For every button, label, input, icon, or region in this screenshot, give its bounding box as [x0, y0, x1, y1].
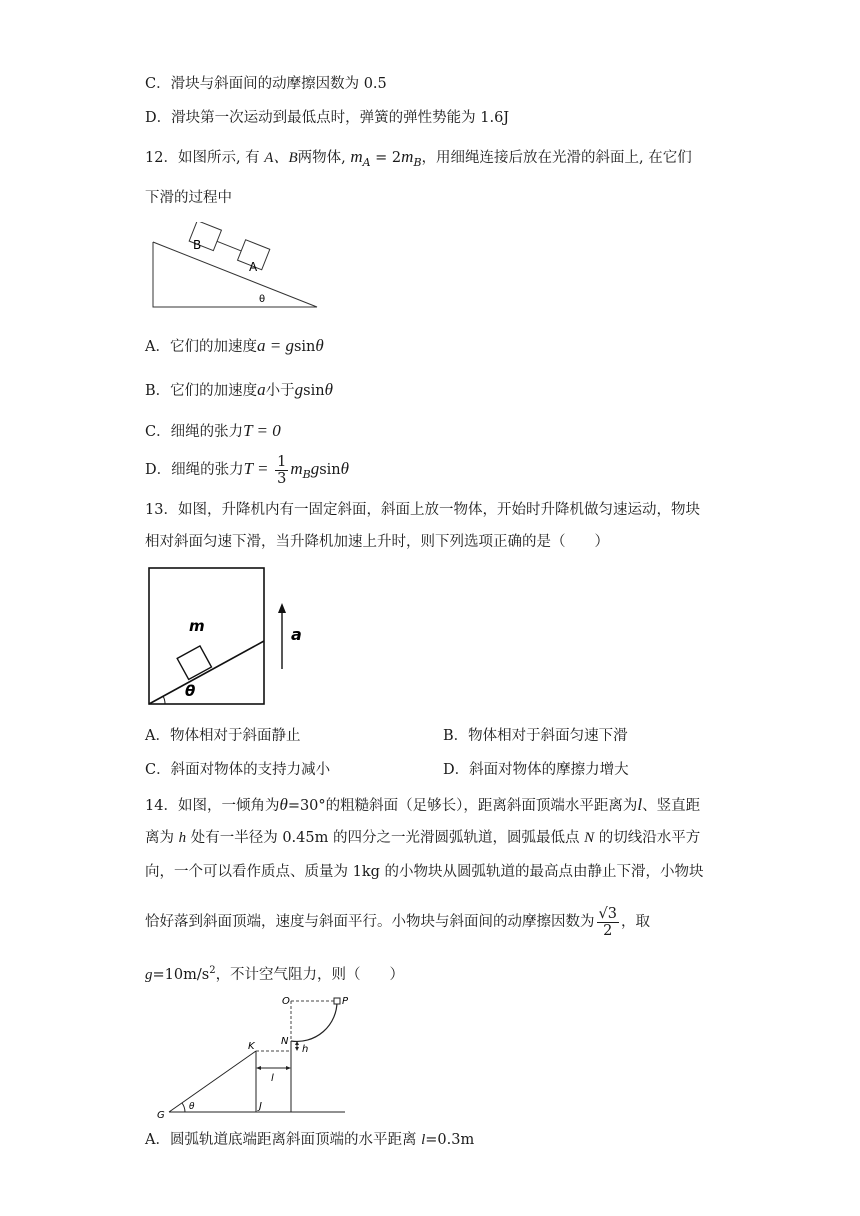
- label-theta: θ: [189, 1102, 195, 1112]
- q12-option-a: A．它们的加速度a = gsinθ: [145, 336, 324, 355]
- q12-incline-figure: [145, 222, 325, 314]
- elevator-box: [149, 568, 264, 704]
- q14-arc-incline-figure: [145, 990, 355, 1120]
- incline-outline: [153, 242, 317, 307]
- label-m: m: [189, 617, 205, 635]
- q12-option-b: B．它们的加速度a小于gsinθ: [145, 380, 333, 399]
- small-block: [334, 998, 340, 1004]
- l-arrow-right: [286, 1066, 291, 1070]
- angle-arc: [163, 696, 165, 704]
- q13-option-c: C．斜面对物体的支持力减小: [145, 762, 331, 778]
- q12-stem-line1: 12．如图所示, 有 A、B两物体, $m_A = 2m_B$，用细绳连接后放在光滑的斜面上, 在它们: [145, 147, 692, 169]
- label-j: J: [259, 1101, 262, 1112]
- string: [217, 241, 241, 251]
- q13-stem-line1: 13．如图，升降机内有一固定斜面，斜面上放一物体，开始时升降机做匀速运动，物块: [145, 502, 700, 518]
- h-arrow-bottom: [295, 1047, 299, 1051]
- q13-option-b: B．物体相对于斜面匀速下滑: [443, 728, 628, 744]
- l-arrow-left: [256, 1066, 261, 1070]
- label-l: l: [271, 1073, 274, 1084]
- quarter-arc: [291, 1001, 337, 1041]
- label-k: K: [248, 1041, 255, 1052]
- fraction-one-third: $\frac{1}{3}$: [277, 453, 287, 487]
- label-n: N: [281, 1036, 289, 1047]
- label-theta: θ: [259, 294, 266, 305]
- label-b: B: [193, 238, 202, 252]
- label-a: a: [291, 625, 302, 644]
- q12-option-d: D．细绳的张力T = $\frac{1}{3}$ $m_Bgsin\theta$: [145, 453, 349, 487]
- q14-stem-line2: 离为 h 处有一半径为 0.45m 的四分之一光滑圆弧轨道，圆弧最低点 N 的切线沿水平方: [145, 830, 701, 846]
- label-theta: θ: [185, 682, 196, 700]
- fraction-sqrt3-over-2: $\frac{√3}{2}$: [598, 905, 617, 939]
- incline-surface: [149, 641, 264, 704]
- arrow-head: [278, 603, 286, 613]
- label-p: P: [342, 996, 349, 1007]
- incline-line: [169, 1051, 256, 1112]
- q11-option-c: C．滑块与斜面间的动摩擦因数为 0.5: [145, 76, 387, 92]
- block-m: [177, 646, 211, 680]
- q12-option-c: C．细绳的张力T = 0: [145, 421, 281, 440]
- q11-option-d: D．滑块第一次运动到最低点时，弹簧的弹性势能为 1.6J: [145, 110, 510, 126]
- q14-stem-line3: 向，一个可以看作质点、质量为 1kg 的小物块从圆弧轨道的最高点由静止下滑，小物块: [145, 864, 704, 880]
- label-o: O: [282, 996, 290, 1007]
- q14-stem-line4: 恰好落到斜面顶端，速度与斜面平行。小物块与斜面间的动摩擦因数为 $\frac{√3}{2}$ ，取: [145, 905, 650, 939]
- q14-option-a: A．圆弧轨道底端距离斜面顶端的水平距离 l=0.3m: [145, 1132, 475, 1148]
- label-a: A: [249, 260, 258, 274]
- q13-elevator-figure: [145, 565, 315, 710]
- q12-stem-line2: 下滑的过程中: [145, 190, 232, 206]
- q14-stem-line1: 14．如图，一倾角为θ=30°的粗糙斜面（足够长），距离斜面顶端水平距离为l、竖直距: [145, 795, 701, 814]
- theta-arc: [182, 1103, 185, 1112]
- label-h: h: [302, 1044, 309, 1055]
- label-g: G: [157, 1110, 165, 1120]
- q13-option-d: D．斜面对物体的摩擦力增大: [443, 762, 629, 778]
- q13-option-a: A．物体相对于斜面静止: [145, 728, 301, 744]
- q13-stem-line2: 相对斜面匀速下滑，当升降机加速上升时，则下列选项正确的是（ ）: [145, 534, 609, 550]
- q14-stem-line5: $g=10m/s^2$，不计空气阻力，则（ ）: [145, 965, 405, 983]
